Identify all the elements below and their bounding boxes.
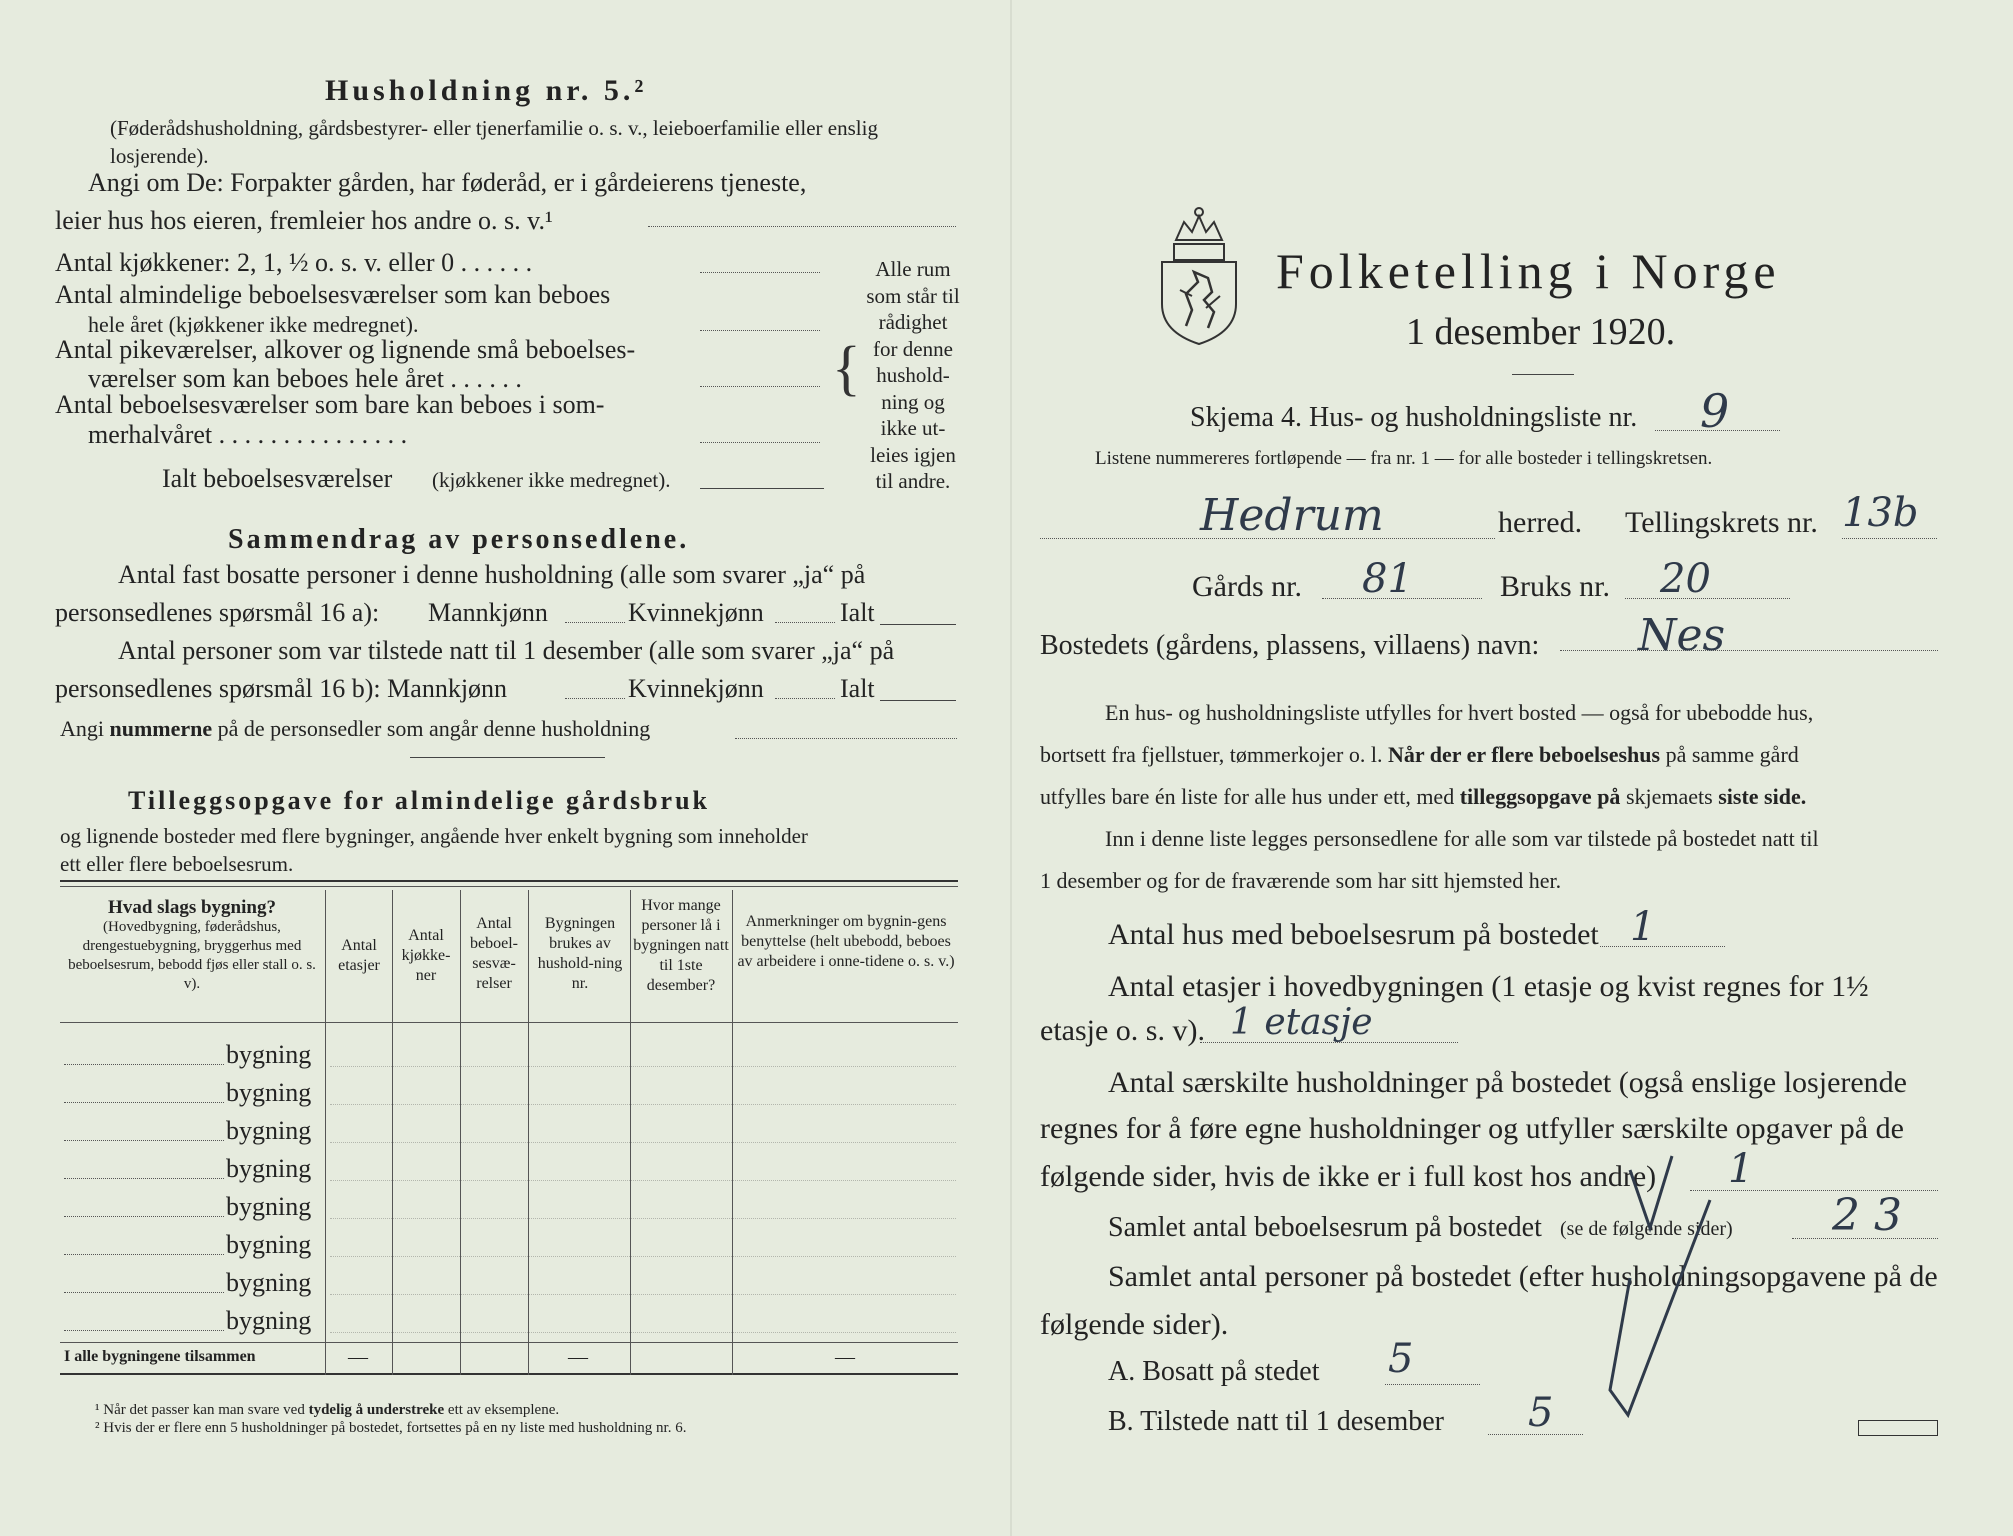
building-row-label: bygning xyxy=(226,1116,312,1145)
table-row[interactable] xyxy=(330,1066,956,1067)
q-hush-line-3: følgende sider, hvis de ikke er i full kost hos andre) xyxy=(1040,1160,1657,1193)
maids-rooms-field[interactable] xyxy=(700,386,820,387)
summary-title: Sammendrag av personsedlene. xyxy=(228,524,690,555)
gards-label: Gårds nr. xyxy=(1192,570,1302,603)
tellingskrets-field[interactable] xyxy=(1842,538,1937,539)
side-note-line: Alle rum xyxy=(875,257,951,281)
para1-line3-c: skjemaets xyxy=(1625,784,1713,809)
rooms-total-label: Ialt beboelsesværelser xyxy=(162,464,393,493)
herred-value: Hedrum xyxy=(1200,490,1384,541)
skjema-note: Listene nummereres fortløpende — fra nr. 1 — for alle bosteder i tellingskretsen. xyxy=(1095,448,1713,469)
summary-line-3: Antal personer som var tilstede natt til 1 desember (alle som svarer „ja“ på xyxy=(118,636,895,665)
mann-field-2[interactable] xyxy=(565,698,625,699)
q-rum-label: Samlet antal beboelsesrum på bostedet xyxy=(1108,1212,1542,1243)
building-name-field[interactable] xyxy=(64,1292,224,1293)
footnote-1 xyxy=(95,1402,559,1419)
table-row[interactable] xyxy=(330,1180,956,1181)
building-row-label: bygning xyxy=(226,1154,312,1183)
para1-line3 xyxy=(1040,784,1806,810)
section-divider xyxy=(410,757,605,758)
table-top-rule xyxy=(60,880,958,882)
skjema-label: Skjema 4. Hus- og husholdningsliste nr. xyxy=(1190,402,1638,433)
summer-rooms-field[interactable] xyxy=(700,442,820,443)
para2-line1: Inn i denne liste legges personsedlene for alle som var tilstede på bostedet natt til xyxy=(1105,826,1819,851)
ialt-field-1[interactable] xyxy=(880,624,956,625)
para1-line3-a: utfylles bare én liste for alle hus under ett, med xyxy=(1040,784,1455,809)
bosted-value: Nes xyxy=(1638,610,1726,661)
building-row-label: bygning xyxy=(226,1230,312,1259)
building-row-label: bygning xyxy=(226,1078,312,1107)
side-note-line: som står til xyxy=(866,283,960,308)
q-pers-line-1: Samlet antal personer på bostedet (efter husholdningsopgavene på de xyxy=(1108,1260,1938,1293)
col-kitchens: Antal kjøkke-ner xyxy=(401,927,451,984)
rooms-summer-2: merhalvåret . . . . . . . . . . . . . . . xyxy=(88,420,408,449)
q-etasjer-value: 1 etasje xyxy=(1230,1002,1373,1043)
building-name-field[interactable] xyxy=(64,1330,224,1331)
rooms-summer: Antal beboelsesværelser som bare kan beboes i som- xyxy=(55,390,605,419)
bruks-value: 20 xyxy=(1660,556,1711,602)
col-building-title: Hvad slags bygning? xyxy=(108,897,276,918)
tellingskrets-label: Tellingskrets nr. xyxy=(1625,506,1818,539)
intro-line-1: Angi om De: Forpakter gården, har føderåd, er i gårdeierens tjeneste, xyxy=(88,168,807,197)
footnote-1-suffix: ett av eksemplene. xyxy=(447,1402,560,1418)
side-note-line: til andre. xyxy=(875,469,951,493)
rooms-kitchens: Antal kjøkkener: 2, 1, ½ o. s. v. eller 0 . . . . . . xyxy=(55,248,533,277)
q-etasjer-line-2: etasje o. s. v). xyxy=(1040,1014,1205,1047)
intro-fill-line[interactable] xyxy=(648,226,956,227)
col-household: Bygningen brukes av hushold-ning nr. xyxy=(537,915,623,992)
rooms-ordinary-2: hele året (kjøkkener ikke medregnet). xyxy=(88,312,419,337)
household-title: Husholdning nr. 5.² xyxy=(325,74,648,107)
building-name-field[interactable] xyxy=(64,1064,224,1065)
mann-label-1: Mannkjønn xyxy=(428,598,548,627)
para1-line2 xyxy=(1040,742,1799,768)
total-dash: — xyxy=(568,1346,588,1368)
side-note-line: for denne xyxy=(873,336,953,361)
table-col-divider xyxy=(732,890,733,1375)
mann-field-1[interactable] xyxy=(565,622,625,623)
a-field[interactable] xyxy=(1385,1384,1480,1385)
building-name-field[interactable] xyxy=(64,1254,224,1255)
table-row[interactable] xyxy=(330,1218,956,1219)
q-pers-line-2: følgende sider). xyxy=(1040,1308,1229,1341)
q-hus-value: 1 xyxy=(1630,904,1656,950)
b-value: 5 xyxy=(1528,1390,1554,1436)
col-rooms: Antal beboel-sesvæ-relser xyxy=(470,915,518,992)
angi-field[interactable] xyxy=(735,738,957,739)
summary-line-2: personsedlenes spørsmål 16 a): xyxy=(55,598,380,627)
ialt-label-2: Ialt xyxy=(840,674,875,703)
intro-line-2: leier hus hos eieren, fremleier hos andre o. s. v.¹ xyxy=(55,206,553,235)
building-row-label: bygning xyxy=(226,1306,312,1335)
angi-line xyxy=(60,716,650,742)
footnote-1-bold: tydelig å understreke xyxy=(308,1402,445,1418)
bruks-label: Bruks nr. xyxy=(1500,570,1611,603)
building-name-field[interactable] xyxy=(64,1216,224,1217)
side-note-line: leies igjen xyxy=(870,442,956,467)
table-header-rule xyxy=(60,1022,958,1023)
side-note xyxy=(858,256,968,495)
table-row[interactable] xyxy=(330,1294,956,1295)
census-date: 1 desember 1920. xyxy=(1406,311,1676,353)
addon-text-1: og lignende bosteder med flere bygninger, angående hver enkelt bygning som inneholder xyxy=(60,824,808,848)
kitchens-field[interactable] xyxy=(700,272,820,273)
ialt-label-1: Ialt xyxy=(840,598,875,627)
table-col-divider xyxy=(325,890,326,1375)
total-label: I alle bygningene tilsammen xyxy=(64,1348,256,1365)
a-label: A. Bosatt på stedet xyxy=(1108,1356,1320,1387)
col-remarks: Anmerkninger om bygnin-gens benyttelse (helt ubebodd, beboes av arbeidere i onne-tidene o. s. v.) xyxy=(737,913,955,970)
q-rum-note: (se de følgende sider) xyxy=(1560,1218,1733,1240)
printer-stamp xyxy=(1858,1420,1938,1436)
skjema-value: 9 xyxy=(1700,384,1730,438)
kvinne-field-1[interactable] xyxy=(775,622,835,623)
total-dash: — xyxy=(348,1346,368,1368)
bosted-label: Bostedets (gårdens, plassens, villaens) navn: xyxy=(1040,630,1540,661)
herred-label: herred. xyxy=(1498,506,1583,539)
q-etasjer-line-1: Antal etasjer i hovedbygningen (1 etasje og kvist regnes for 1½ xyxy=(1108,970,1869,1003)
rooms-ordinary: Antal almindelige beboelsesværelser som kan beboes xyxy=(55,280,611,309)
para1-line2-c: på samme gård xyxy=(1665,742,1799,767)
table-row[interactable] xyxy=(330,1332,956,1333)
footnote-1-prefix: ¹ Når det passer kan man svare ved xyxy=(95,1402,305,1418)
q-hush-line-1: Antal særskilte husholdninger på bostedet (også enslige losjerende xyxy=(1108,1066,1907,1099)
q-hus-field[interactable] xyxy=(1600,946,1725,947)
footnote-2: ² Hvis der er flere enn 5 husholdninger på bostedet, fortsettes på en ny liste med husholdning nr. 6. xyxy=(95,1420,687,1436)
addon-text-2: ett eller flere beboelsesrum. xyxy=(60,852,294,876)
angi-bold: nummerne xyxy=(109,716,213,741)
total-dash: — xyxy=(835,1346,855,1368)
table-top-rule-2 xyxy=(60,886,958,887)
household-subtitle: (Føderådshusholdning, gårdsbestyrer- eller tjenerfamilie o. s. v., leieboerfamilie eller enslig losjerende). xyxy=(110,116,878,168)
summary-line-1: Antal fast bosatte personer i denne husholdning (alle som svarer „ja“ på xyxy=(118,560,866,589)
angi-suffix: på de personsedler som angår denne husholdning xyxy=(217,716,651,741)
col-floors: Antal etasjer xyxy=(338,937,380,974)
para1-line1: En hus- og husholdningsliste utfylles for hvert bosted — også for ubebodde hus, xyxy=(1105,700,1814,725)
para1-line2-b: Når der er flere beboelseshus xyxy=(1387,742,1661,767)
q-hush-line-2: regnes for å føre egne husholdninger og utfyller særskilte opgaver på de xyxy=(1040,1112,1904,1145)
side-note-line: rådighet xyxy=(878,310,948,334)
side-note-line: hushold- xyxy=(876,363,950,387)
col-persons: Hvor mange personer lå i bygningen natt til 1ste desember? xyxy=(633,897,729,994)
para2-line2: 1 desember og for de fraværende som har sitt hjemsted her. xyxy=(1040,868,1562,893)
table-bottom-rule xyxy=(60,1373,958,1375)
summary-line-4: personsedlenes spørsmål 16 b): Mannkjønn xyxy=(55,674,508,703)
building-name-field[interactable] xyxy=(64,1178,224,1179)
para1-line3-d: siste side. xyxy=(1718,784,1807,809)
rooms-maids-2: værelser som kan beboes hele året . . . . . . xyxy=(88,364,522,393)
para1-line3-b: tilleggsopgave på xyxy=(1459,784,1621,809)
table-row[interactable] xyxy=(330,1256,956,1257)
bosted-field[interactable] xyxy=(1560,650,1938,651)
kvinne-label-1: Kvinnekjønn xyxy=(628,598,764,627)
title-divider xyxy=(1512,374,1574,375)
q-hus-label: Antal hus med beboelsesrum på bostedet xyxy=(1108,918,1599,951)
q-rum-value: 2 3 xyxy=(1832,1190,1902,1241)
para1-line2-a: bortsett fra fjellstuer, tømmerkojer o. l. xyxy=(1040,742,1383,767)
page-fold xyxy=(1010,0,1012,1536)
check-marks xyxy=(1600,1150,1740,1420)
rooms-maids: Antal pikeværelser, alkover og lignende små beboelses- xyxy=(55,335,636,364)
angi-prefix: Angi xyxy=(60,716,104,741)
ialt-field-2[interactable] xyxy=(880,700,956,701)
side-note-line: ikke ut- xyxy=(880,416,946,440)
col-building-type xyxy=(62,898,322,994)
table-col-divider xyxy=(528,890,529,1375)
q-hush-value: 1 xyxy=(1728,1146,1754,1192)
tellingskrets-value: 13b xyxy=(1842,490,1919,536)
table-row[interactable] xyxy=(330,1142,956,1143)
table-col-divider xyxy=(630,890,631,1375)
addon-title: Tilleggsopgave for almindelige gårdsbruk xyxy=(128,786,711,815)
norway-coat-of-arms-icon xyxy=(1156,200,1242,348)
building-row-label: bygning xyxy=(226,1040,312,1069)
b-label: B. Tilstede natt til 1 desember xyxy=(1108,1406,1444,1437)
table-col-divider xyxy=(392,890,393,1375)
kvinne-label-2: Kvinnekjønn xyxy=(628,674,764,703)
rooms-total-note: (kjøkkener ikke medregnet). xyxy=(432,468,671,492)
table-col-divider xyxy=(460,890,461,1375)
kvinne-field-2[interactable] xyxy=(775,698,835,699)
side-note-line: ning og xyxy=(881,389,945,414)
building-row-label: bygning xyxy=(226,1268,312,1297)
rooms-total-field[interactable] xyxy=(700,488,824,489)
building-name-field[interactable] xyxy=(64,1140,224,1141)
building-row-label: bygning xyxy=(226,1192,312,1221)
a-value: 5 xyxy=(1388,1336,1414,1382)
census-title: Folketelling i Norge xyxy=(1276,243,1781,299)
table-row[interactable] xyxy=(330,1104,956,1105)
building-name-field[interactable] xyxy=(64,1102,224,1103)
col-building-note: (Hovedbygning, føderådshus, drengestuebygning, bryggerhus med beboelsesrum, bebodd fjøs eller stall o. s. v). xyxy=(68,919,316,992)
table-total-rule xyxy=(60,1342,958,1343)
brace: { xyxy=(832,334,861,402)
ordinary-rooms-field[interactable] xyxy=(700,330,820,331)
gards-value: 81 xyxy=(1362,556,1413,602)
